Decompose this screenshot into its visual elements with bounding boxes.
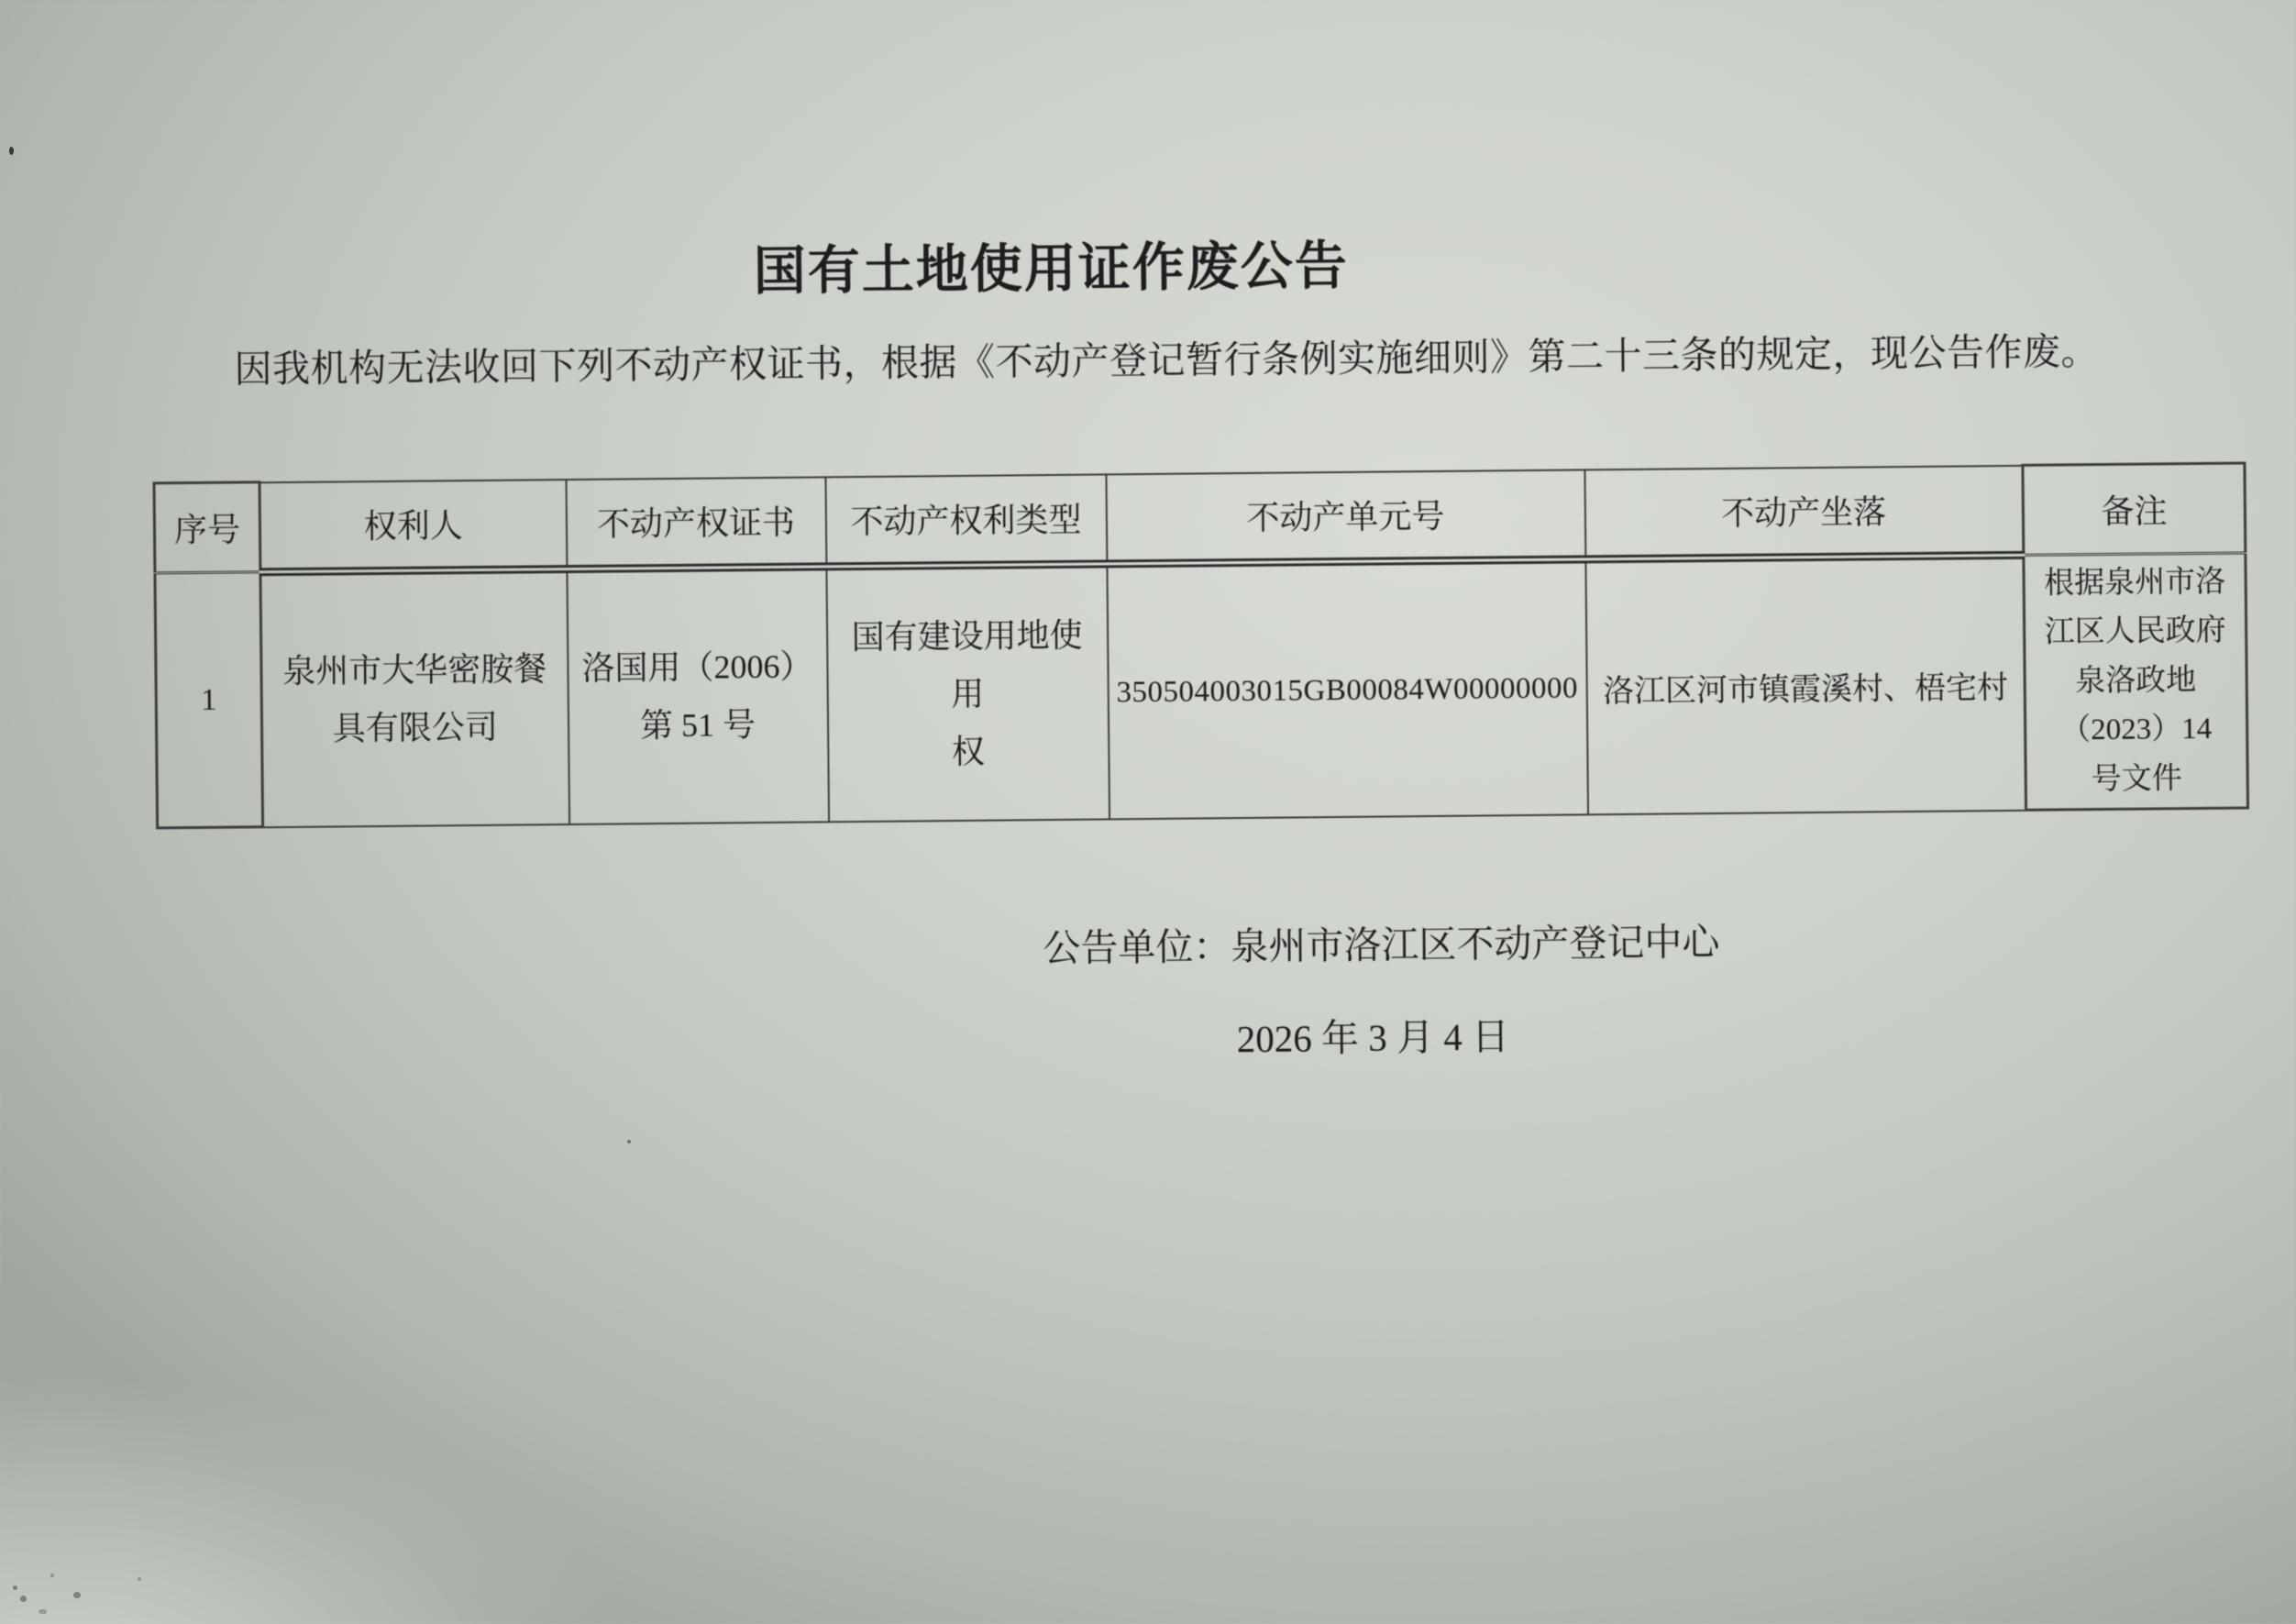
cell-holder: 泉州市大华密胺餐具有限公司 bbox=[260, 569, 569, 827]
cell-unit-number: 350504003015GB00084W00000000 bbox=[1107, 559, 1588, 819]
header-unit-number: 不动产单元号 bbox=[1106, 470, 1585, 564]
dust-speck bbox=[20, 1596, 27, 1602]
dust-speck bbox=[138, 1577, 141, 1581]
header-seq: 序号 bbox=[154, 482, 260, 573]
date-line: 2026 年 3 月 4 日 bbox=[1236, 1015, 1510, 1061]
header-remark: 备注 bbox=[2023, 463, 2246, 555]
certificates-table bbox=[152, 461, 2249, 829]
header-certificate: 不动产权证书 bbox=[566, 477, 826, 569]
cell-certificate: 洛国用（2006） 第 51 号 bbox=[567, 567, 829, 824]
header-holder: 权利人 bbox=[259, 480, 567, 572]
cell-remark: 根据泉州市洛 江区人民政府 泉洛政地 （2023）14 号文件 bbox=[2024, 553, 2248, 811]
header-location: 不动产坐落 bbox=[1584, 465, 2024, 559]
cell-right-type: 国有建设用地使用 权 bbox=[826, 564, 1109, 822]
dust-speck bbox=[627, 1140, 631, 1143]
page-title: 国有土地使用证作废公告 bbox=[753, 237, 1350, 302]
dust-speck bbox=[39, 1609, 47, 1614]
header-right-type: 不动产权利类型 bbox=[825, 474, 1107, 567]
cell-seq: 1 bbox=[155, 572, 263, 828]
dust-speck bbox=[73, 1592, 81, 1598]
dust-speck bbox=[50, 1574, 54, 1577]
dust-speck bbox=[9, 147, 14, 155]
dust-speck bbox=[13, 1585, 17, 1590]
table-row bbox=[155, 553, 2248, 828]
issuer-line: 公告单位：泉州市洛江区不动产登记中心 bbox=[1043, 921, 1720, 970]
cell-location: 洛江区河市镇霞溪村、梧宅村 bbox=[1585, 555, 2026, 814]
intro-paragraph: 因我机构无法收回下列不动产权证书，根据《不动产登记暂行条例实施细则》第二十三条的规定，现公告作废。 bbox=[234, 330, 2100, 391]
